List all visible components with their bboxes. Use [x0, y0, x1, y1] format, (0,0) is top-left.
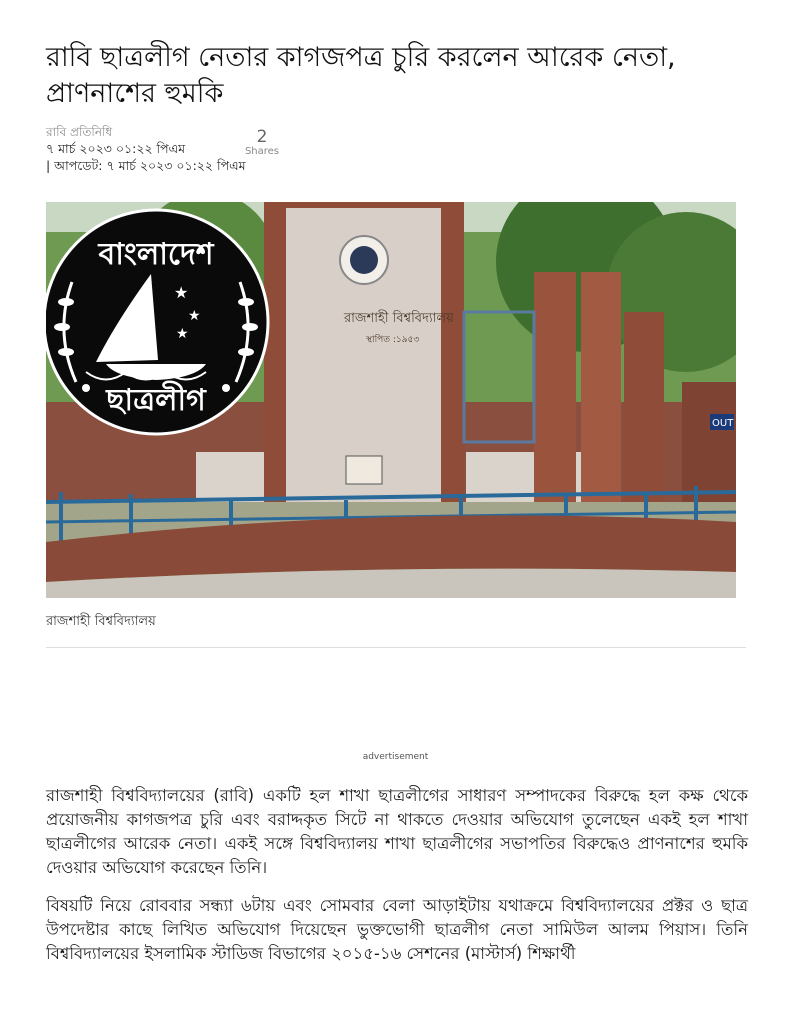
photo-caption: রাজশাহী বিশ্ববিদ্যালয়: [46, 614, 156, 629]
body-paragraph: রাজশাহী বিশ্ববিদ্যালয়ের (রাবি) একটি হল শাখা ছাত্রলীগের সাধারণ সম্পাদকের বিরুদ্ধে হল কক্ষ থেকে প্রয়োজনীয় কাগজপত্র চুরি এবং বরাদ্দকৃত সিটে না থাকতে দেওয়ার অভিযোগ তুলেছেন একই হল শাখা ছাত্রলীগের আরেক নেতা। একই সঙ্গে বিশ্ববিদ্যালয় শাখা ছাত্রলীগের সভাপতির বিরুদ্ধেও প্রাণনাশের হুমকি দেওয়ার অভিযোগ করেছেন তিনি।: [46, 786, 748, 877]
article-meta: [46, 124, 246, 174]
svg-text:★: ★: [188, 308, 201, 324]
published-date: ৭ মার্চ ২০২৩ ০১:২২ পিএম: [46, 141, 186, 156]
advertisement-label: advertisement: [362, 752, 429, 762]
shares-count: 2: [256, 127, 268, 147]
share-counter: [240, 128, 284, 158]
body-paragraph: বিষয়টি নিয়ে রোববার সন্ধ্যা ৬টায় এবং সোমবার বেলা আড়াইটায় যথাক্রমে বিশ্ববিদ্যালয়ের প্রক্টর ও ছাত্র উপদেষ্টার কাছে লিখিত অভিযোগ দিয়েছেন ভুক্তভোগী ছাত্রলীগ নেতা সামিউল আলম পিয়াস। তিনি বিশ্ববিদ্যালয়ের ইসলামিক স্টাডিজ বিভাগের ২০১৫-১৬ সেশনের (মাস্টার্স) শিক্ষার্থী: [46, 896, 748, 963]
updated-date: | আপডেট: ৭ মার্চ ২০২৩ ০১:২২ পিএম: [46, 158, 246, 173]
chhatra-league-logo: [46, 210, 268, 434]
logo-bottom-text: ছাত্রলীগ: [106, 383, 206, 418]
svg-text:★: ★: [176, 326, 189, 342]
logo-top-text: বাংলাদেশ: [98, 237, 214, 272]
shares-label: Shares: [244, 146, 280, 157]
article-photo: [46, 202, 736, 598]
author-name[interactable]: রাবি প্রতিনিধি: [46, 125, 113, 139]
plaque-text: রাজশাহী বিশ্ববিদ্যালয়: [344, 311, 454, 326]
article-headline: রাবি ছাত্রলীগ নেতার কাগজপত্র চুরি করলেন আরেক নেতা, প্রাণনাশের হুমকি: [46, 42, 676, 109]
out-sign: OUT: [712, 418, 734, 429]
svg-text:★: ★: [174, 283, 189, 302]
plaque-subtext: স্থাপিত :১৯৫৩: [366, 335, 420, 345]
divider: [46, 647, 746, 648]
